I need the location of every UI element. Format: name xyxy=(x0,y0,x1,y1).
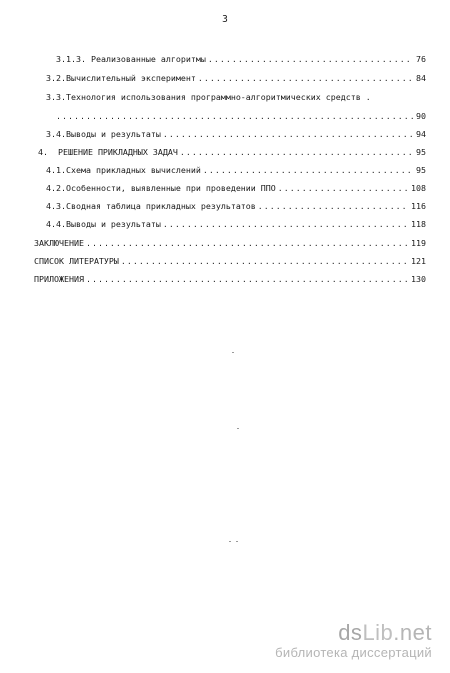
logo-lib: Lib xyxy=(362,620,394,645)
dot-leader xyxy=(121,255,408,267)
toc-entry-page: 119 xyxy=(411,238,426,248)
toc-entry-title: 4.4.Выводы и результаты xyxy=(46,219,161,229)
dot-leader xyxy=(198,72,413,84)
toc-entry-title: 4.1.Схема прикладных вычислений xyxy=(46,165,201,175)
scan-speck xyxy=(229,541,231,542)
toc-entry-title: СПИСОК ЛИТЕРАТУРЫ xyxy=(34,256,119,266)
toc-entry-3-2 xyxy=(46,72,426,84)
toc-entry-page: 95 xyxy=(416,165,426,175)
toc-entry-title: 3.1.3. Реализованные алгоритмы xyxy=(56,54,206,64)
toc-entry-title: 3.4.Выводы и результаты xyxy=(46,129,161,139)
logo-net: .net xyxy=(393,620,432,645)
dot-leader xyxy=(278,182,408,194)
dslib-watermark xyxy=(242,621,432,661)
toc-entry-4-2 xyxy=(46,182,426,194)
toc-entry-page: 94 xyxy=(416,129,426,139)
toc-entry-page: 121 xyxy=(411,256,426,266)
toc-entry-title: ЗАКЛЮЧЕНИЕ xyxy=(34,238,84,248)
toc-entry-title: ПРИЛОЖЕНИЯ xyxy=(34,274,84,284)
dot-leader xyxy=(56,110,413,122)
dot-leader xyxy=(180,146,413,158)
toc-entry-3-3 xyxy=(46,91,426,103)
toc-entry-appendices xyxy=(34,273,426,285)
toc-entry-page: 90 xyxy=(416,111,426,121)
toc-entry-title: 3.3.Технология использования программно-алгоритмических средств . xyxy=(46,92,371,102)
dot-leader xyxy=(258,200,408,212)
toc-entry-conclusion xyxy=(34,237,426,249)
dot-leader xyxy=(163,218,408,230)
scan-speck xyxy=(236,541,238,542)
watermark-subtitle: библиотека диссертаций xyxy=(275,645,432,660)
toc-entry-3-3-continuation xyxy=(56,110,426,122)
toc-entry-4-3 xyxy=(46,200,426,212)
scan-speck xyxy=(232,352,234,353)
dslib-logo xyxy=(242,621,432,645)
toc-entry-page: 76 xyxy=(416,54,426,64)
toc-entry-page: 118 xyxy=(411,219,426,229)
toc-entry-title: 4.3.Сводная таблица прикладных результатов xyxy=(46,201,256,211)
toc-entry-4-1 xyxy=(46,164,426,176)
toc-entry-3-1-3 xyxy=(56,53,426,65)
logo-ds: ds xyxy=(338,620,363,645)
toc-entry-4-4 xyxy=(46,218,426,230)
dot-leader xyxy=(86,237,408,249)
toc-entry-4 xyxy=(38,146,426,158)
toc-entry-page: 116 xyxy=(411,201,426,211)
toc-entry-3-4 xyxy=(46,128,426,140)
toc-entry-title: 3.2.Вычислительный эксперимент xyxy=(46,73,196,83)
page-number: 3 xyxy=(222,14,228,25)
toc-entry-title: 4. РЕШЕНИЕ ПРИКЛАДНЫХ ЗАДАЧ xyxy=(38,147,178,157)
scan-speck xyxy=(237,428,239,429)
toc-entry-page: 130 xyxy=(411,274,426,284)
dot-leader xyxy=(163,128,413,140)
toc-entry-page: 95 xyxy=(416,147,426,157)
dot-leader xyxy=(208,53,413,65)
dot-leader xyxy=(86,273,408,285)
toc-entry-title: 4.2.Особенности, выявленные при проведении ППО xyxy=(46,183,276,193)
toc-entry-page: 108 xyxy=(411,183,426,193)
toc-entry-bibliography xyxy=(34,255,426,267)
dot-leader xyxy=(203,164,413,176)
toc-entry-page: 84 xyxy=(416,73,426,83)
